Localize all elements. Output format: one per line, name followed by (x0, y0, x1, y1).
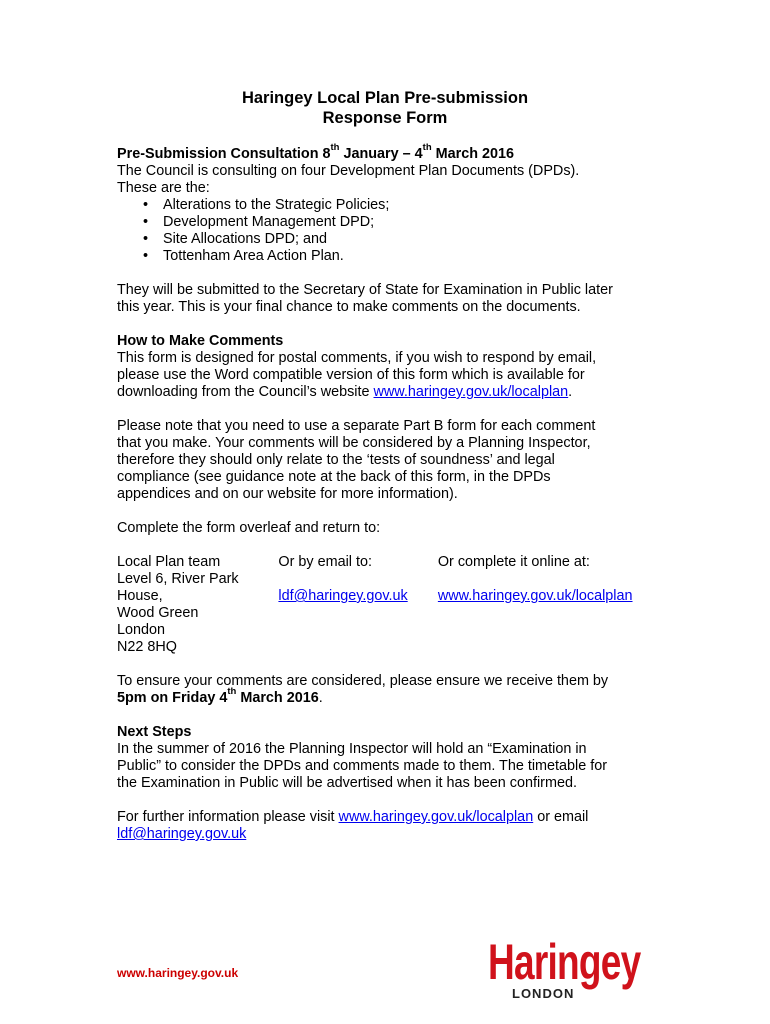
online-column (438, 554, 677, 656)
list-item: • Tottenham Area Action Plan. (117, 248, 677, 265)
how-heading: How to Make Comments (117, 333, 284, 349)
part-b-text-1: Please note that you need to use a separate Part B form for each comment (117, 418, 596, 434)
localplan-link[interactable]: www.haringey.gov.uk/localplan (373, 384, 569, 400)
further-localplan-link[interactable]: www.haringey.gov.uk/localplan (338, 809, 534, 825)
dpd-list (117, 197, 677, 265)
online-label: Or complete it online at: (437, 554, 590, 570)
list-item: • Alterations to the Strategic Policies; (117, 197, 677, 214)
title-line-2: Response Form (322, 109, 448, 127)
further-email-link[interactable]: ldf@haringey.gov.uk (117, 826, 247, 842)
part-b-text-5: appendices and on our website for more information). (117, 486, 458, 502)
further-info-text: For further information please visit www.haringey.gov.uk/localplan or email (117, 809, 589, 825)
submission-text: They will be submitted to the Secretary of State for Examination in Public later (117, 282, 613, 298)
title-line-1: Haringey Local Plan Pre-submission (241, 89, 529, 107)
list-item: • Development Management DPD; (117, 214, 677, 231)
logo-subtitle: LONDON (512, 986, 575, 1001)
next-steps-text-3: the Examination in Public will be advertised when it has been confirmed. (117, 775, 577, 791)
page-title (0, 88, 770, 128)
deadline-text: To ensure your comments are considered, please ensure we receive them by (117, 673, 609, 689)
email-column (278, 554, 437, 656)
online-link[interactable]: www.haringey.gov.uk/localplan (437, 588, 633, 604)
how-text-3: downloading from the Council’s website www.haringey.gov.uk/localplan. (117, 384, 573, 400)
complete-text: Complete the form overleaf and return to: (117, 520, 381, 536)
consultation-heading: Pre-Submission Consultation 8th January – 4th March 2016 (117, 142, 515, 162)
how-text-2: please use the Word compatible version of this form which is available for (117, 367, 585, 383)
consultation-intro-2: These are the: (117, 180, 210, 196)
postal-address: Local Plan team Level 6, River Park House, Wood Green London N22 8HQ (117, 554, 239, 655)
submission-text-2: this year. This is your final chance to make comments on the documents. (117, 299, 581, 315)
email-link[interactable]: ldf@haringey.gov.uk (278, 588, 408, 604)
document-body (117, 142, 677, 843)
consultation-intro: The Council is consulting on four Development Plan Documents (DPDs). (117, 163, 580, 179)
list-item: • Site Allocations DPD; and (117, 231, 677, 248)
footer-url: www.haringey.gov.uk (117, 966, 239, 980)
part-b-text-4: compliance (see guidance note at the back of this form, in the DPDs (117, 469, 551, 485)
haringey-logo (488, 936, 656, 1004)
how-text-1: This form is designed for postal comments, if you wish to respond by email, (117, 350, 597, 366)
email-label: Or by email to: (278, 554, 372, 570)
logo-wordmark: Haringey (488, 934, 641, 990)
deadline-date: 5pm on Friday 4th March 2016. (117, 686, 323, 706)
next-steps-text-1: In the summer of 2016 the Planning Inspector will hold an “Examination in (117, 741, 587, 757)
next-steps-text-2: Public” to consider the DPDs and comments made to them. The timetable for (117, 758, 608, 774)
contact-columns (117, 554, 677, 656)
next-steps-heading: Next Steps (117, 724, 192, 740)
part-b-text-3: therefore they should only relate to the ‘tests of soundness’ and legal (117, 452, 555, 468)
part-b-text-2: that you make. Your comments will be considered by a Planning Inspector, (117, 435, 591, 451)
